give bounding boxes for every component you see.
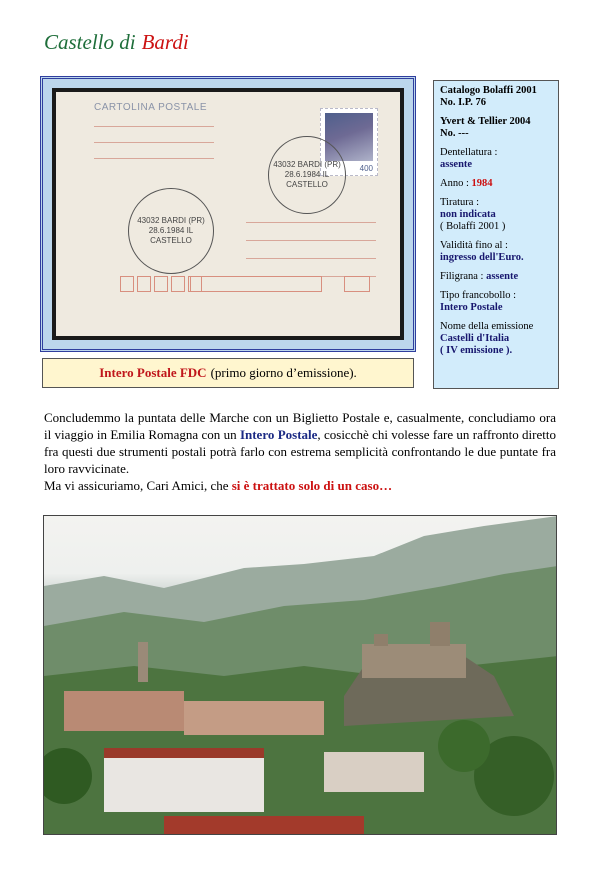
province-box xyxy=(344,276,370,292)
dentellatura-label: Dentellatura : xyxy=(440,147,498,158)
postcard-border xyxy=(52,88,404,340)
p2-highlight: si è trattato solo di un caso… xyxy=(231,478,393,493)
stamp-value: 400 xyxy=(359,164,373,173)
catalog-yvert-label: Yvert & Tellier 2004 xyxy=(440,116,531,127)
postcard-line xyxy=(246,222,376,223)
nome-label: Nome della emissione xyxy=(440,321,534,332)
tiratura-label: Tiratura : xyxy=(440,197,479,208)
nome-value-2: ( IV emissione ). xyxy=(440,345,513,356)
catalog-yvert-number: No. --- xyxy=(440,128,469,139)
anno-label: Anno : xyxy=(440,178,469,189)
p1-highlight: Intero Postale xyxy=(239,427,318,442)
paragraph-1 xyxy=(44,409,556,477)
title-part-1: Castello di xyxy=(44,30,136,54)
article-body xyxy=(44,409,556,494)
postcard-line xyxy=(246,240,376,241)
catalog-bolaffi-number: No. I.P. 76 xyxy=(440,97,486,108)
catalog-bolaffi-label: Catalogo Bolaffi 2001 xyxy=(440,85,537,96)
postmark-cancel: 43032 BARDI (PR) 28.6.1984 IL CASTELLO xyxy=(128,188,214,274)
dentellatura-value: assente xyxy=(440,159,473,170)
caption-rest: (primo giorno d’emissione). xyxy=(210,365,357,380)
caption-highlight: Intero Postale FDC xyxy=(99,365,207,380)
postcard-line xyxy=(246,258,376,259)
postcard-frame xyxy=(40,76,416,352)
image-caption xyxy=(42,358,414,388)
landscape-illustration xyxy=(44,516,557,835)
title-part-2: Bardi xyxy=(141,30,189,54)
stamp-info-panel xyxy=(433,80,559,389)
p1-text-b: , cosicchè chi volesse fare un raffronto diretto fra questi due strumenti postali potrà farlo con estrema semplicità confrontando le due puntate fra loro ravvicinate. xyxy=(44,427,556,476)
tiratura-value: non indicata xyxy=(440,209,496,220)
paragraph-2 xyxy=(44,477,556,494)
validita-label: Validità fino al : xyxy=(440,240,508,251)
p1-text-a: Concludemmo la puntata delle Marche con un Biglietto Postale e, casualmente, concludiamo ora il viaggio in Emilia Romagna con un xyxy=(44,410,556,442)
filigrana-label: Filigrana : xyxy=(440,271,484,282)
postmark-cancel: 43032 BARDI (PR) 28.6.1984 IL CASTELLO xyxy=(268,136,346,214)
postcard-label: CARTOLINA POSTALE xyxy=(94,102,207,113)
tipo-value: Intero Postale xyxy=(440,302,503,313)
postcard-image xyxy=(56,92,400,336)
filigrana-value: assente xyxy=(486,271,519,282)
page-title xyxy=(44,30,189,55)
postcard-line xyxy=(94,158,214,159)
tipo-label: Tipo francobollo : xyxy=(440,290,517,301)
address-box xyxy=(190,276,322,292)
tiratura-note: ( Bolaffi 2001 ) xyxy=(440,221,506,232)
postcard-line xyxy=(94,142,214,143)
postcard-line xyxy=(94,126,214,127)
nome-value-1: Castelli d'Italia xyxy=(440,333,510,344)
bardi-castle-photo xyxy=(43,515,557,835)
anno-value: 1984 xyxy=(471,178,493,189)
p2-text-a: Ma vi assicuriamo, Cari Amici, che xyxy=(44,478,229,493)
validita-value: ingresso dell'Euro. xyxy=(440,252,524,263)
